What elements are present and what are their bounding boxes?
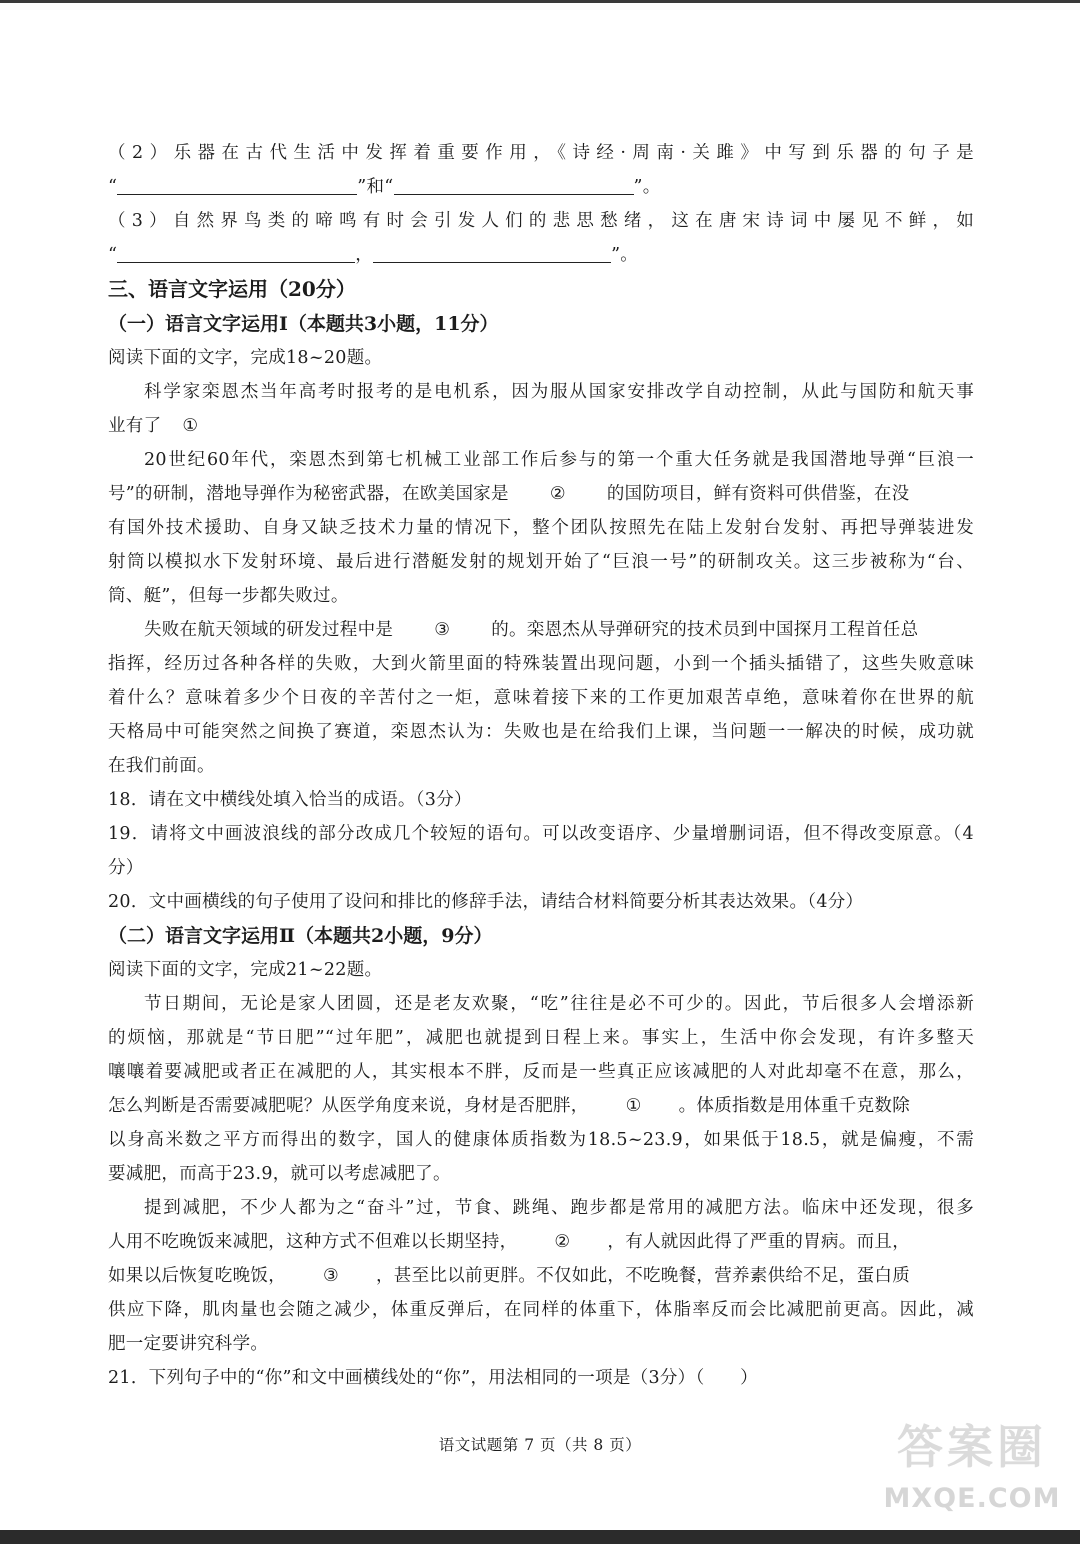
answer-blank[interactable] xyxy=(117,174,357,195)
blank-mark-1: ① xyxy=(182,416,199,436)
watermark-url: MXQE.COM xyxy=(883,1483,1061,1514)
blank-mark-3: ③ xyxy=(434,620,451,640)
question-19: 19．请将文中画波浪线的部分改成几个较短的语句。可以改变语序、少量增删词语，但不得改变原意。（4 xyxy=(108,824,974,844)
page-footer: 语文试题第 7 页（共 8 页） xyxy=(438,1436,642,1454)
paragraph-3: 失败在航天领域的研发过程中是 ③ 的。栾恩杰从导弹研究的技术员到中国探月工程首任总 指挥，经历过各种各样的失败，大到火箭里面的特殊装置出现问题，小到一个插头插错了，这些失败意味 着什么？意味着多少个日夜的辛苦付之一炬，意味着接下来的工作更加艰苦卓绝，意味着你在世界的航 天格局中可能突然之间换了赛道，栾恩杰认为：失败也是在给我们上课，当问题一一解决的时候，成功就 在我们前面。 xyxy=(108,613,974,783)
paragraph-4: 节日期间，无论是家人团圆，还是老友欢聚，“吃”往往是必不可少的。因此，节后很多人会增添新 的烦恼，那就是“节日肥”“过年肥”，减肥也就提到日程上来。事实上，生活中你会发现，有许多整天 嚷嚷着要减肥或者正在减肥的人，其实根本不胖，反而是一些真正应该减肥的人对此却毫不在意，那么， 怎么判断是否需要减肥呢？从医学角度来说，身材是否肥胖， ① 。体质指数是用体重千克数除 以身高米数之平方而得出的数字，国人的健康体质指数为18.5~23.9，如果低于18.5，就是偏瘦，不需 要减肥，而高于23.9，就可以考虑减肥了。 xyxy=(108,994,974,1184)
part-1-title: （一）语言文字运用Ⅰ（本题共3小题，11分） xyxy=(108,313,499,335)
question-20: 20．文中画横线的句子使用了设问和排比的修辞手法，请结合材料简要分析其表达效果。（4分） xyxy=(108,892,864,912)
blank-mark-5: ② xyxy=(554,1232,571,1252)
paragraph-2: 20世纪60年代，栾恩杰到第七机械工业部工作后参与的第一个重大任务就是我国潜地导弹“巨浪一 号”的研制，潜地导弹作为秘密武器，在欧美国家是 ② 的国防项目，鲜有资料可供借鉴，在没 有国外技术援助、自身又缺乏技术力量的情况下，整个团队按照先在陆上发射台发射、再把导弹装进发 射筒以模拟水下发射环境、最后进行潜艇发射的规划开始了“巨浪一号”的研制攻关。这三步被称为“台、 筒、艇”，但每一步都失败过。 xyxy=(108,450,974,606)
part-2-intro: 阅读下面的文字，完成21~22题。 xyxy=(108,960,383,980)
bottom-border xyxy=(0,1530,1080,1544)
exam-page xyxy=(108,136,974,1395)
question-21: 21．下列句子中的“你”和文中画横线处的“你”，用法相同的一项是（3分）（ ） xyxy=(108,1368,758,1388)
watermark xyxy=(882,1415,1062,1540)
question-2-blanks: “ ”和“ ”。 xyxy=(108,170,974,204)
blank-mark-4: ① xyxy=(625,1096,642,1116)
watermark-logo: 答案圈 xyxy=(897,1420,1047,1474)
part-2-title: （二）语言文字运用Ⅱ（本题共2小题，9分） xyxy=(108,925,493,947)
question-2-line: （2）乐器在古代生活中发挥着重要作用，《诗经·周南·关雎》中写到乐器的句子是 xyxy=(108,143,974,163)
top-border xyxy=(0,0,1080,3)
paragraph-1: 科学家栾恩杰当年高考时报考的是电机系，因为服从国家安排改学自动控制，从此与国防和航天事 业有了 ① xyxy=(108,375,974,443)
paragraph-5: 提到减肥，不少人都为之“奋斗”过，节食、跳绳、跑步都是常用的减肥方法。临床中还发现，很多 人用不吃晚饭来减肥，这种方式不但难以长期坚持， ② ，有人就因此得了严重的胃病。而且， 如果以后恢复吃晚饭， ③ ，甚至比以前更胖。不仅如此，不吃晚餐，营养素供给不足，蛋白质 供应下降，肌肉量也会随之减少，体重反弹后，在同样的体重下，体脂率反而会比减肥前更高。因此，减 肥一定要讲究科学。 xyxy=(108,1198,974,1354)
question-3-line: （3）自然界鸟类的啼鸣有时会引发人们的悲思愁绪，这在唐宋诗词中屡见不鲜，如 xyxy=(108,211,974,231)
question-19-cont: 分） xyxy=(108,858,144,878)
section-title: 三、语言文字运用（20分） xyxy=(108,277,356,301)
answer-blank[interactable] xyxy=(394,174,634,195)
blank-mark-6: ③ xyxy=(323,1266,339,1286)
blank-mark-2: ② xyxy=(549,484,566,504)
part-1-intro: 阅读下面的文字，完成18~20题。 xyxy=(108,348,383,368)
answer-blank[interactable] xyxy=(117,242,355,263)
question-18: 18．请在文中横线处填入恰当的成语。（3分） xyxy=(108,790,472,810)
question-3-blanks: “ ， ”。 xyxy=(108,238,974,272)
answer-blank[interactable] xyxy=(373,242,611,263)
